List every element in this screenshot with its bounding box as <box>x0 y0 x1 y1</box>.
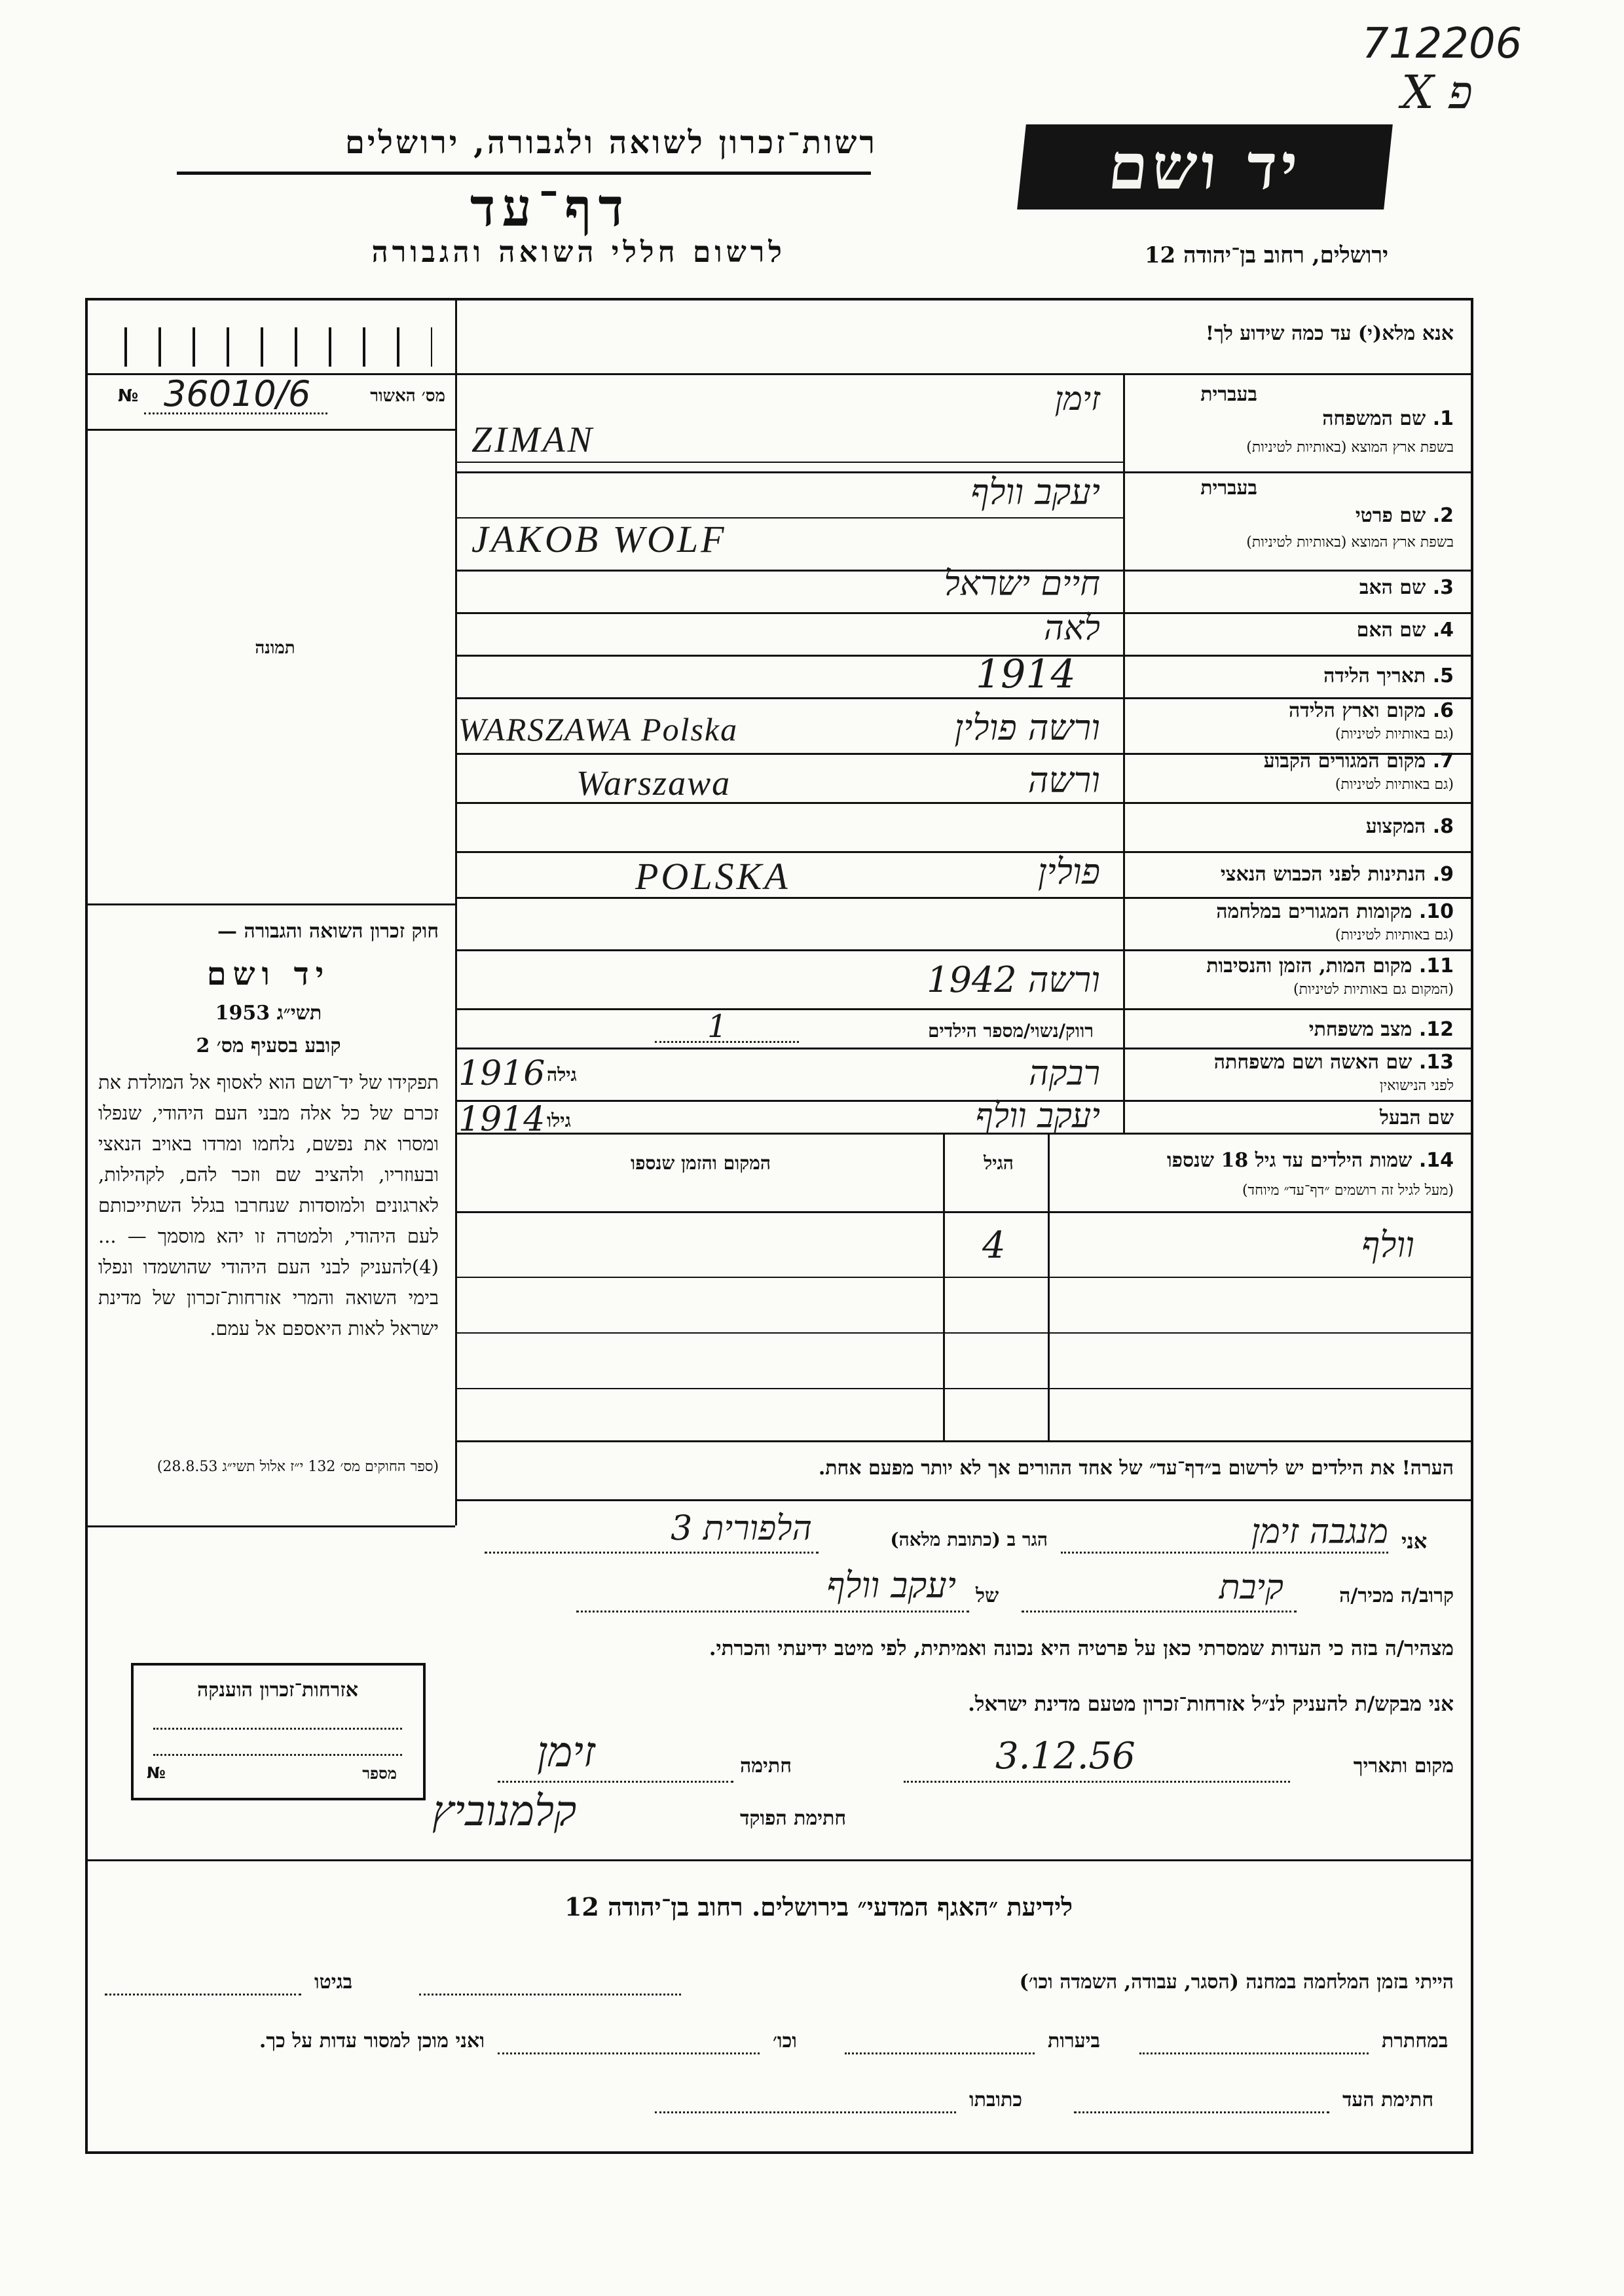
footer-line3-start: חתימת העד <box>1342 2088 1434 2111</box>
law-name: יד ושם <box>206 956 331 993</box>
children-num: 14. <box>1418 1149 1454 1172</box>
field-4-num: 4. <box>1432 619 1454 642</box>
field-1-num: 1. <box>1432 407 1454 430</box>
wife-age: 1916 <box>458 1054 545 1093</box>
instructions: אנא מלא(י) עד כמה שידוע לך! <box>1205 322 1454 345</box>
citizenship-line-2 <box>153 1754 402 1756</box>
field-6-value: ורשה פולין <box>954 707 1100 748</box>
field-1-latin-value: ZIMAN <box>471 420 595 460</box>
field-12-text: מצב משפחתי <box>1308 1018 1412 1041</box>
field-4-label <box>1133 619 1454 642</box>
footer-line2-mid2: וכו׳ <box>773 2030 797 2052</box>
form-subtitle: לרשום חללי השואה והגבורה <box>371 236 786 269</box>
signature-line <box>498 1781 733 1783</box>
of-label: של <box>976 1584 999 1607</box>
field-8-text: המקצוע <box>1365 815 1426 838</box>
certificate-box-bottom <box>85 429 455 431</box>
certificate-value: 36010/6 <box>164 373 311 414</box>
footer-line1: הייתי בזמן המלחמה במחנה (הסגר, עבודה, השמדה וכו׳) <box>1019 1971 1454 1994</box>
field-7-text: מקום המגורים הקבוע <box>1263 750 1426 773</box>
husband-label: שם הבעל <box>1379 1106 1454 1129</box>
children-place-header: המקום והזמן שנספו <box>631 1152 771 1174</box>
signature: זימן <box>537 1728 595 1777</box>
declarant-address: הלפורית 3 <box>671 1509 812 1548</box>
corner-mark: X פ <box>1401 65 1473 119</box>
field-11-sub: (המקום גם באותיות לטיניות) <box>1293 981 1454 998</box>
children-row-sep-1 <box>455 1277 1473 1278</box>
children-table-bottom <box>455 1440 1473 1442</box>
field-2-text: שם פרטי <box>1355 504 1426 527</box>
children-label <box>1061 1149 1454 1172</box>
law-ref: (ספר החוקים מס׳ 132 י״ז אלול תשי״ג 28.8.53) <box>157 1459 439 1475</box>
field-2-sub: בשפת ארץ המוצא (באותיות לטיניות) <box>1246 534 1454 551</box>
field-9-value: פולין <box>1037 851 1100 892</box>
certificate-underline <box>144 412 327 414</box>
field-1-sub: בשפת ארץ המוצא (באותיות לטיניות) <box>1246 439 1454 456</box>
children-row-sep-2 <box>455 1332 1473 1334</box>
declarant-name-line <box>1061 1552 1388 1554</box>
child-row-1-age: 4 <box>982 1224 1006 1267</box>
citizenship-title: אזרחות־זכרון הוענקה <box>196 1679 359 1702</box>
row-sep-4 <box>455 655 1473 657</box>
yad-vashem-logo <box>1017 124 1393 210</box>
field-1-hebrew-tag: בעברית <box>1200 383 1257 406</box>
address: ירושלים, רחוב בן־יהודה 12 <box>1144 242 1388 268</box>
declarant-address-line <box>485 1552 819 1554</box>
field-9-num: 9. <box>1432 863 1454 886</box>
field-10-num: 10. <box>1418 900 1454 923</box>
relative-label: קרוב/ה מכיר/ה <box>1339 1584 1454 1607</box>
marital-children-count: 1 <box>707 1008 728 1045</box>
field-13-text: שם האשה ושם משפחתה <box>1213 1051 1412 1074</box>
signature-label: חתימה <box>740 1755 792 1777</box>
husband-age-label: גילו <box>547 1110 571 1131</box>
row-sep-12 <box>455 1048 1473 1049</box>
citizenship-no-prefix: № <box>147 1764 166 1782</box>
org-underline <box>177 172 871 175</box>
field-3-label <box>1133 576 1454 599</box>
place-date-label: מקום ותאריך <box>1353 1755 1454 1777</box>
children-text: שמות הילדים עד גיל 18 שנספו <box>1166 1149 1412 1172</box>
field-12-num: 12. <box>1418 1018 1454 1041</box>
footer-line1-blank <box>419 1994 681 1995</box>
husband-name: יעקב וולף <box>975 1097 1100 1136</box>
husband-age: 1914 <box>458 1100 545 1139</box>
field-5-label <box>1133 665 1454 687</box>
field-8-num: 8. <box>1432 815 1454 838</box>
footer-line2-start: במחתרת <box>1382 2030 1449 2052</box>
footer-line2-blank-2 <box>845 2052 1035 2054</box>
certificate-no-prefix: № <box>118 386 139 406</box>
field-2-hebrew-tag: בעברית <box>1200 477 1257 500</box>
org-name: רשות־זכרון לשואה ולגבורה, ירושלים <box>344 124 877 161</box>
field-3-num: 3. <box>1432 576 1454 599</box>
field-13-num: 13. <box>1418 1051 1454 1074</box>
field-10-label <box>1133 900 1454 923</box>
children-row-sep-3 <box>455 1388 1473 1389</box>
field-10-text: מקומות המגורים במלחמה <box>1216 900 1412 923</box>
child-row-1-name: וולף <box>1361 1224 1414 1266</box>
tick-marks <box>124 327 432 367</box>
law-year-heb: תשי״ג <box>276 1002 322 1025</box>
law-year-num: 1953 <box>215 1002 270 1025</box>
field-1-label <box>1133 407 1454 430</box>
field-3-value: חיים ישראל <box>944 564 1100 604</box>
law-section: קובע בסעיף מס׳ 2 <box>196 1034 341 1057</box>
field-11-num: 11. <box>1418 955 1454 977</box>
field-2-num: 2. <box>1432 504 1454 527</box>
field-13-sub: לפני הנישואין <box>1379 1078 1454 1094</box>
field-5-value: 1914 <box>976 651 1076 697</box>
footer-line3-mid: כתובתו <box>969 2088 1023 2111</box>
place-date-value: 3.12.56 <box>995 1735 1135 1777</box>
field-13-label <box>1133 1051 1454 1074</box>
row-sep-1 <box>455 462 1123 463</box>
note: הערה! את הילדים יש לרשום ב״דף־עד״ של אחד ההורים אך לא יותר מפעם אחת. <box>818 1457 1454 1480</box>
relation-line <box>1022 1611 1297 1613</box>
field-9-latin-value: POLSKA <box>635 855 790 898</box>
request-text: אני מבקש/ת להעניק לנ״ל אזרחות־זכרון מטעם מדינת ישראל. <box>968 1692 1454 1716</box>
field-2-hebrew-value: יעקב וולף <box>970 471 1100 513</box>
field-3-text: שם האב <box>1359 576 1426 599</box>
footer-separator <box>85 1859 1473 1861</box>
row-sep-9 <box>455 897 1473 899</box>
field-4-value: לאה <box>1044 609 1100 648</box>
field-5-num: 5. <box>1432 665 1454 687</box>
footer-title: לידיעת ״האגף המדעי״ בירושלים. רחוב בן־יהודה 12 <box>564 1892 1073 1922</box>
field-7-num: 7. <box>1432 750 1454 773</box>
relation-value: קיבת <box>1219 1568 1283 1607</box>
relative-name-line <box>576 1611 969 1613</box>
field-1-text: שם המשפחה <box>1322 407 1426 430</box>
field-10-sub: (גם באותיות לטיניות) <box>1335 927 1454 943</box>
citizenship-number-label: מספר <box>362 1764 397 1783</box>
field-6-text: מקום וארץ הלידה <box>1288 699 1426 722</box>
children-age-header: הגיל <box>984 1152 1014 1174</box>
footer-line1-end: בגיטו <box>314 1971 353 1994</box>
official-label: חתימת הפוקד <box>740 1807 847 1830</box>
field-1-hebrew-value: זימן <box>1054 380 1100 418</box>
form-title: דף־עד <box>470 177 631 238</box>
row-sep-11 <box>455 1008 1473 1010</box>
field-8-label <box>1133 815 1454 838</box>
field-7-latin-value: Warszawa <box>576 763 731 803</box>
field-4-text: שם האם <box>1356 619 1426 642</box>
footer-line1-blank-2 <box>105 1994 301 1995</box>
corner-ref-number: 712206 <box>1362 20 1522 68</box>
field-11-label <box>1133 955 1454 977</box>
official-signature: קלמנוביץ <box>432 1787 577 1836</box>
marital-options: רווק/נשוי/מספר הילדים <box>927 1020 1094 1042</box>
declaration-text: מצהיר/ה בזה כי העדות שמסרתי כאן על פרטיה היא נכונה ואמיתית, לפי מיטב ידיעתי והכרתי. <box>709 1637 1454 1660</box>
wife-age-label: גילה <box>547 1064 577 1085</box>
declarant-name: מנגבה זימן <box>1251 1512 1388 1552</box>
logo-text: יד ושם <box>1105 130 1305 204</box>
row-sep-10 <box>455 949 1473 951</box>
place-date-line <box>904 1781 1290 1783</box>
field-6-latin-value: WARSZAWA Polska <box>458 711 739 748</box>
field-12-label <box>1133 1018 1454 1041</box>
law-year <box>98 1002 439 1025</box>
note-bottom <box>455 1499 1473 1501</box>
field-11-value: ורשה 1942 <box>927 959 1100 1000</box>
children-header-sep <box>455 1211 1473 1213</box>
footer-line2-blank-1 <box>1139 2052 1369 2054</box>
wife-name: רבקה <box>1029 1054 1100 1093</box>
declarant-i-label: אני <box>1401 1529 1428 1554</box>
field-9-label <box>1133 863 1454 886</box>
citizenship-box <box>131 1663 426 1800</box>
photo-box-bottom <box>85 903 455 905</box>
certificate-label: מס׳ האשור <box>370 386 445 406</box>
footer-line2-mid1: ביערות <box>1048 2030 1101 2052</box>
field-2-latin-value: JAKOB WOLF <box>471 518 727 560</box>
field-11-text: מקום המות, הזמן והנסיבות <box>1206 955 1412 977</box>
footer-line2-end: ואני מוכן למסור עדות על כך. <box>259 2030 485 2052</box>
children-col-divider-1 <box>1048 1133 1050 1440</box>
field-6-num: 6. <box>1432 699 1454 722</box>
children-col-divider-2 <box>943 1133 945 1440</box>
children-sub: (מעל לגיל זה רושמים ״דף־עד״ מיוחד) <box>1242 1182 1454 1199</box>
field-2-label <box>1133 504 1454 527</box>
declarant-residing: הגר ב (כתובת מלאה) <box>890 1529 1048 1550</box>
field-6-label <box>1133 699 1454 722</box>
marital-count-line <box>655 1041 799 1043</box>
field-6-sub: (גם באותיות לטיניות) <box>1335 726 1454 742</box>
field-7-value: ורשה <box>1027 759 1100 801</box>
left-column-divider <box>455 298 457 1525</box>
relative-name: יעקב וולף <box>826 1565 956 1606</box>
citizenship-line-1 <box>153 1728 402 1730</box>
footer-line2-blank-3 <box>498 2052 760 2054</box>
footer-line3-blank-2 <box>655 2111 956 2113</box>
footer-line3-blank-1 <box>1074 2111 1329 2113</box>
photo-label: תמונה <box>255 638 295 658</box>
field-7-label <box>1133 750 1454 773</box>
law-box-bottom <box>85 1525 455 1527</box>
field-7-sub: (גם באותיות לטיניות) <box>1335 776 1454 793</box>
field-5-text: תאריך הלידה <box>1323 665 1426 687</box>
law-text: תפקידו של יד־ושם הוא לאסוף אל המולדת את זכרם של כל אלה מבני העם היהודי, שנפלו ומסרו את נפשם, נלחמו ומרדו באויב הנאצי ובעוזריו, ולהציב שם וזכר להם, לקהילות, לארגונים ולמוסדות שנחרבו בגלל השתייכותם לעם היהודי, ולמטרה זו יהא מוסמך — ...(4)להעניק לבני העם היהודי שהושמדו ונפלו בימי השואה והמרי אזרחות־זכרון של מדינת ישראל לאות היאספם אל עמם. <box>98 1071 439 1339</box>
law-title: חוק זכרון השואה והגבורה — <box>217 920 439 943</box>
field-9-text: הנתינות לפני הכבוש הנאצי <box>1220 863 1426 886</box>
